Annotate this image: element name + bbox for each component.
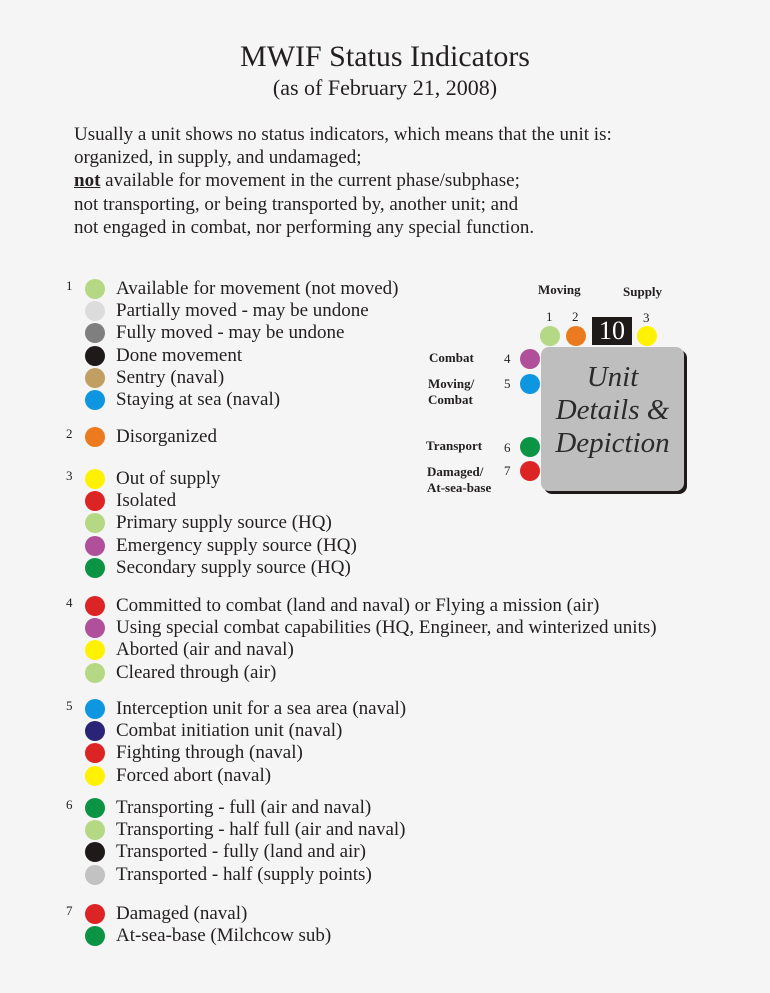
status-dot-icon — [85, 513, 105, 533]
legend-item-label: Out of supply — [116, 468, 221, 489]
diagram-label-supply: Supply — [623, 284, 663, 299]
diagram-label-transport: Transport — [426, 438, 483, 453]
legend-item-label: Combat initiation unit (naval) — [116, 720, 343, 742]
legend-item-label: Available for movement (not moved) — [116, 278, 399, 299]
status-dot-icon — [85, 491, 105, 511]
legend-item-label: Done movement — [116, 344, 243, 366]
unit-box-line-2: Details & — [555, 394, 670, 426]
legend-item-label: Fighting through (naval) — [116, 742, 303, 764]
legend-group-number: 4 — [66, 595, 73, 610]
status-dot-icon — [85, 904, 105, 924]
legend-item-label: Transporting - half full (air and naval) — [116, 819, 406, 841]
status-dot-icon — [85, 368, 105, 388]
diagram-label-combat: Combat — [429, 350, 474, 365]
legend-item-label: Disorganized — [116, 426, 217, 447]
diagram-position-3-number: 3 — [643, 310, 650, 325]
diagram-indicator-6-dot — [520, 437, 540, 457]
legend-group-number: 2 — [66, 426, 73, 441]
intro-line-3 — [74, 169, 612, 192]
legend-item-label: Transported - fully (land and air) — [116, 841, 366, 863]
diagram-indicator-7-dot — [520, 461, 540, 481]
intro-line-3-rest: available for movement in the current phase/subphase; — [100, 170, 520, 192]
status-dot-icon — [85, 663, 105, 683]
legend-group-number: 5 — [66, 698, 73, 713]
legend-item-label: Forced abort (naval) — [116, 764, 272, 786]
unit-box-line-1: Unit — [586, 361, 639, 393]
legend-item-label: Damaged (naval) — [116, 903, 248, 924]
legend-item-label: Committed to combat (land and naval) or Flying a mission (air) — [116, 595, 600, 616]
legend-item-label: Transported - half (supply points) — [116, 863, 372, 885]
intro-line-1: Usually a unit shows no status indicators, which means that the unit is: — [74, 124, 612, 145]
status-dot-icon — [85, 323, 105, 343]
diagram-label-at-sea-base: At-sea-base — [427, 480, 492, 495]
status-dot-icon — [85, 596, 105, 616]
diagram-label-damaged: Damaged/ — [427, 464, 484, 479]
legend-item-label: Isolated — [116, 490, 177, 512]
legend-group-number: 7 — [66, 903, 73, 918]
unit-depiction-box — [541, 347, 684, 491]
status-dot-icon — [85, 766, 105, 786]
legend-item-label: Partially moved - may be undone — [116, 300, 369, 322]
status-dot-icon — [85, 427, 105, 447]
diagram-position-6-number: 6 — [504, 440, 511, 455]
legend-item-label: Sentry (naval) — [116, 366, 225, 388]
status-dot-icon — [85, 699, 105, 719]
intro-emphasis-not: not — [74, 170, 101, 192]
status-dot-icon — [85, 640, 105, 660]
diagram-indicator-1-dot — [540, 326, 560, 346]
unit-box-line-3: Depiction — [555, 427, 670, 459]
status-dot-icon — [85, 743, 105, 763]
status-dot-icon — [85, 469, 105, 489]
status-dot-icon — [85, 536, 105, 556]
legend-item-label: Aborted (air and naval) — [116, 639, 294, 661]
status-dot-icon — [85, 721, 105, 741]
diagram-label-moving-combat-1: Moving/ — [428, 376, 475, 391]
diagram-indicator-4-dot — [520, 349, 540, 369]
status-dot-icon — [85, 798, 105, 818]
diagram-position-2-number: 2 — [572, 309, 579, 324]
diagram-indicator-3-dot — [637, 326, 657, 346]
legend-item-label: Interception unit for a sea area (naval) — [116, 698, 407, 719]
diagram-label-moving-combat-2: Combat — [428, 392, 473, 407]
diagram-position-7-number: 7 — [504, 463, 511, 478]
unit-strength-counter: 10 — [592, 317, 632, 345]
intro-line-4: not transporting, or being transported by, another unit; and — [74, 193, 519, 215]
diagram-indicator-5-dot — [520, 374, 540, 394]
legend-item-label: Emergency supply source (HQ) — [116, 534, 357, 556]
legend-group-number: 3 — [66, 468, 73, 483]
diagram-position-1-number: 1 — [546, 309, 553, 324]
status-dot-icon — [85, 865, 105, 885]
legend-item-label: At-sea-base (Milchcow sub) — [116, 925, 332, 947]
intro-line-2: organized, in supply, and undamaged; — [74, 147, 362, 169]
status-dot-icon — [85, 301, 105, 321]
status-dot-icon — [85, 558, 105, 578]
legend-group-number: 6 — [66, 797, 73, 812]
status-dot-icon — [85, 618, 105, 638]
legend-item-label: Using special combat capabilities (HQ, Engineer, and winterized units) — [116, 617, 657, 639]
page-subtitle: (as of February 21, 2008) — [272, 75, 498, 100]
status-dot-icon — [85, 926, 105, 946]
legend-item-label: Secondary supply source (HQ) — [116, 556, 351, 578]
diagram-position-5-number: 5 — [504, 376, 511, 391]
legend-group-number: 1 — [66, 278, 73, 293]
status-dot-icon — [85, 842, 105, 862]
legend-item-label: Primary supply source (HQ) — [116, 512, 332, 534]
diagram-indicator-2-dot — [566, 326, 586, 346]
diagram-label-moving: Moving — [538, 282, 581, 297]
legend-item-label: Transporting - full (air and naval) — [116, 797, 372, 818]
intro-line-5: not engaged in combat, nor performing any special function. — [74, 216, 535, 238]
legend-item-label: Fully moved - may be undone — [116, 322, 345, 344]
status-dot-icon — [85, 820, 105, 840]
status-dot-icon — [85, 390, 105, 410]
status-dot-icon — [85, 346, 105, 366]
legend-item-label: Staying at sea (naval) — [116, 388, 281, 410]
status-dot-icon — [85, 279, 105, 299]
intro-paragraph — [74, 123, 612, 239]
diagram-position-4-number: 4 — [504, 351, 511, 366]
page-title: MWIF Status Indicators — [240, 40, 530, 73]
legend-item-label: Cleared through (air) — [116, 661, 277, 683]
